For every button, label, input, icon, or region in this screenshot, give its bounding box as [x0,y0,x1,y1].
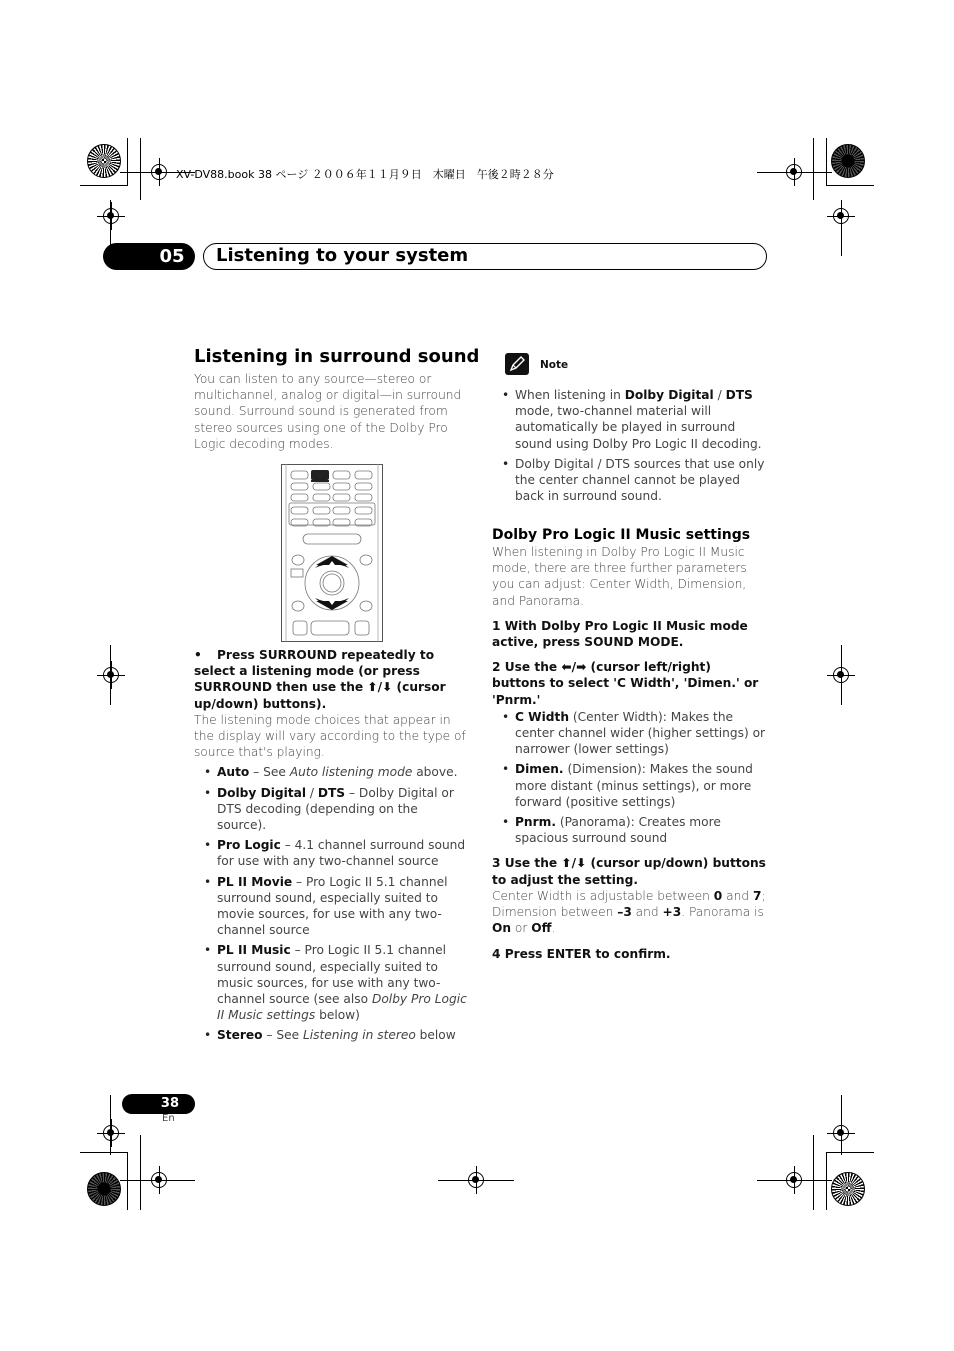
list-item: • Dolby Digital / DTS – Dolby Digital or DTS decoding (depending on the source). [194,785,468,834]
language-label: En [162,1113,175,1124]
registration-target-icon [833,1125,849,1141]
subsection-heading: Dolby Pro Logic II Music settings [492,527,751,543]
music-settings-intro: When listening in Dolby Pro Logic II Music mode, there are three further parameters you can adjust: Center Width, Dimension, and Panorama. [492,545,747,608]
list-item: • Pnrm. (Panorama): Creates more spacious surround sound [492,814,767,846]
registration-target-icon [151,1172,167,1188]
registration-target-icon [468,1172,484,1188]
registration-target-icon [151,164,167,180]
section-heading: Listening in surround sound [194,346,480,367]
listening-mode-list [194,764,468,1043]
list-item: • Dolby Digital / DTS sources that use only the center channel cannot be played back in surround sound. [492,456,767,505]
registration-starburst-icon [87,144,121,178]
modes-note: The listening mode choices that appear in the display will vary according to the type of source that's playing. [194,712,466,760]
instruction-bullet: • [194,648,202,662]
registration-starburst-icon [87,1172,121,1206]
instruction-text-b: (cursor up/down) buttons). [194,680,446,711]
list-item: • Dimen. (Dimension): Makes the sound more distant (minus settings), or more forward (positive settings) [492,761,767,810]
registration-target-icon [103,1125,119,1141]
cursor-left-right-icon: ⬅/➡ [561,660,587,675]
registration-target-icon [786,164,802,180]
cursor-up-down-icon: ⬆/⬇ [367,680,393,695]
instruction-step [194,647,468,712]
instruction-block [194,647,468,1048]
registration-target-icon [103,667,119,683]
step-1: 1 With Dolby Pro Logic II Music mode active, press SOUND MODE. [492,618,748,650]
registration-target-icon [833,208,849,224]
chapter-title: Listening to your system [203,243,767,270]
step-2: 2 Use the ⬅/➡ (cursor left/right) buttons to select 'C Width', 'Dimen.' or 'Pnrm.' [492,660,759,707]
note-icon [505,353,529,375]
list-item: • When listening in Dolby Digital / DTS mode, two-channel material will automatically be played in surround sound using Dolby Pro Logic II decoding. [492,387,767,452]
step-3: 3 Use the ⬆/⬇ (cursor up/down) buttons to adjust the setting. [492,856,766,887]
page-number: 38 [122,1094,195,1114]
registration-starburst-icon [831,1172,865,1206]
registration-target-icon [833,667,849,683]
instruction-text-a: Press SURROUND repeatedly to select a listening mode (or press SURROUND then use the [194,648,435,695]
list-item: • PL II Music – Pro Logic II 5.1 channel surround sound, especially suited to music sources, for use with any two-channel source (see also Dolby Pro Logic II Music settings below) [194,942,468,1023]
music-settings-section [492,527,767,963]
note-label: Note [540,359,569,371]
registration-target-icon [786,1172,802,1188]
step-4: 4 Press ENTER to confirm. [492,947,671,962]
intro-paragraph: You can listen to any source—stereo or multichannel, analog or digital—in surround sound. Surround sound is generated from stereo sources using one of the Dolby Pro Logic decoding modes. [194,372,462,451]
list-item: • C Width (Center Width): Makes the center channel wider (higher settings) or narrower (lower settings) [492,709,767,758]
registration-starburst-icon [831,144,865,178]
list-item: • PL II Movie – Pro Logic II 5.1 channel surround sound, especially suited to movie sources, for use with any two-channel source [194,874,468,939]
cursor-up-down-icon: ⬆/⬇ [561,856,587,871]
chapter-number: 05 [103,243,195,270]
list-item: • Pro Logic – 4.1 channel surround sound for use with any two-channel source [194,837,468,869]
registration-target-icon [103,208,119,224]
note-list [492,387,767,508]
list-item: • Auto – See Auto listening mode above. [194,764,468,780]
setting-range: Center Width is adjustable between 0 and 7; Dimension between –3 and +3. Panorama is On or Off. [492,888,766,936]
list-item: • Stereo – See Listening in stereo below [194,1027,468,1043]
print-header: XV-DV88.book 38 ページ ２００６年１１月９日 木曜日 午後２時２８分 [176,168,554,181]
remote-control-illustration [281,464,383,642]
parameter-list [492,709,767,847]
